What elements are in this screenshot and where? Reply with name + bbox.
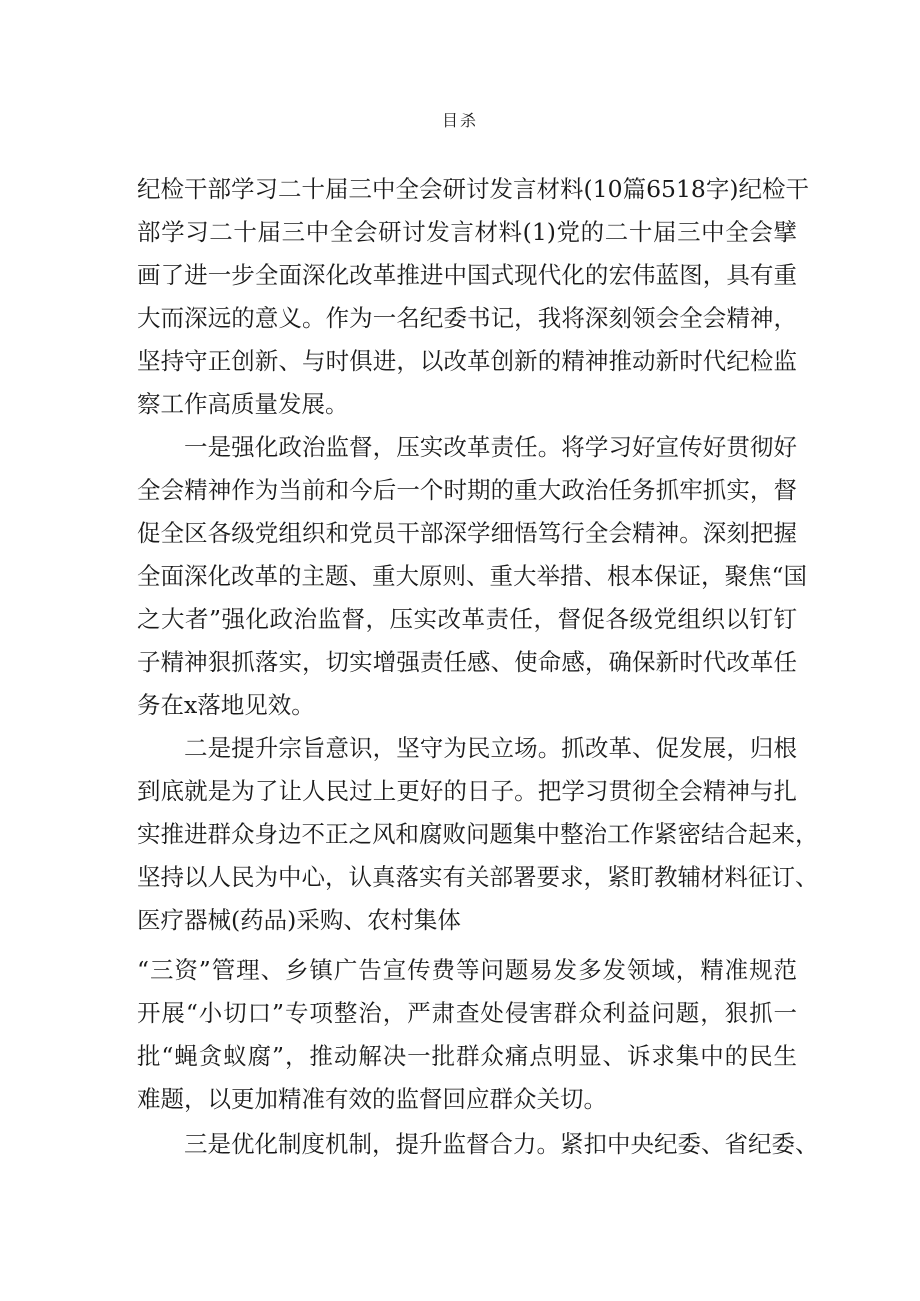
text-line: 子精神狠抓落实，切实增强责任感、使命感，确保新时代改革任 [137, 648, 797, 676]
text-line: 坚持以人民为中心，认真落实有关部署要求，紧盯教辅材料征订、 [137, 863, 819, 891]
text-line: 难题，以更加精准有效的监督回应群众关切。 [137, 1085, 607, 1113]
paragraph-start-line: 一是强化政治监督，压实改革责任。将学习好宣传好贯彻好 [184, 433, 797, 461]
text-line: “三资”管理、乡镇广告宣传费等问题易发多发领域，精准规范 [137, 956, 797, 984]
text-line: 大而深远的意义。作为一名纪委书记，我将深刻领会全会精神， [137, 304, 797, 332]
text-line: 察工作高质量发展。 [137, 390, 349, 418]
text-line: 全面深化改革的主题、重大原则、重大举措、根本保证，聚焦“国 [137, 562, 808, 590]
text-line: 实推进群众身边不正之风和腐败问题集中整治工作紧密结合起来， [137, 820, 819, 848]
text-line: 批“蝇贪蚁腐”，推动解决一批群众痛点明显、诉求集中的民生 [137, 1042, 797, 1070]
text-line: 到底就是为了让人民过上更好的日子。把学习贯彻全会精神与扎 [137, 777, 797, 805]
text-line: 之大者”强化政治监督，压实改革责任，督促各级党组织以钉钉 [137, 605, 797, 633]
text-line: 开展“小切口”专项整治，严肃查处侵害群众利益问题，狠抓一 [137, 999, 797, 1027]
text-line: 纪检干部学习二十届三中全会研讨发言材料(10篇6518字)纪检干 [137, 175, 810, 203]
text-line: 部学习二十届三中全会研讨发言材料(1)党的二十届三中全会擘 [137, 218, 797, 246]
text-line: 画了进一步全面深化改革推进中国式现代化的宏伟蓝图，具有重 [137, 261, 797, 289]
text-line: 医疗器械(药品)采购、农村集体 [137, 906, 461, 934]
text-line: 促全区各级党组织和党员干部深学细悟笃行全会精神。深刻把握 [137, 519, 797, 547]
text-line: 全会精神作为当前和今后一个时期的重大政治任务抓牢抓实，督 [137, 476, 797, 504]
text-line: 坚持守正创新、与时俱进，以改革创新的精神推动新时代纪检监 [137, 347, 797, 375]
paragraph-start-line: 二是提升宗旨意识，坚守为民立场。抓改革、促发展，归根 [184, 734, 797, 762]
paragraph-start-line: 三是优化制度机制，提升监督合力。紧扣中央纪委、省纪委、 [184, 1130, 819, 1158]
text-line: 务在x落地见效。 [137, 691, 315, 719]
toc-title: 目杀 [441, 111, 478, 130]
